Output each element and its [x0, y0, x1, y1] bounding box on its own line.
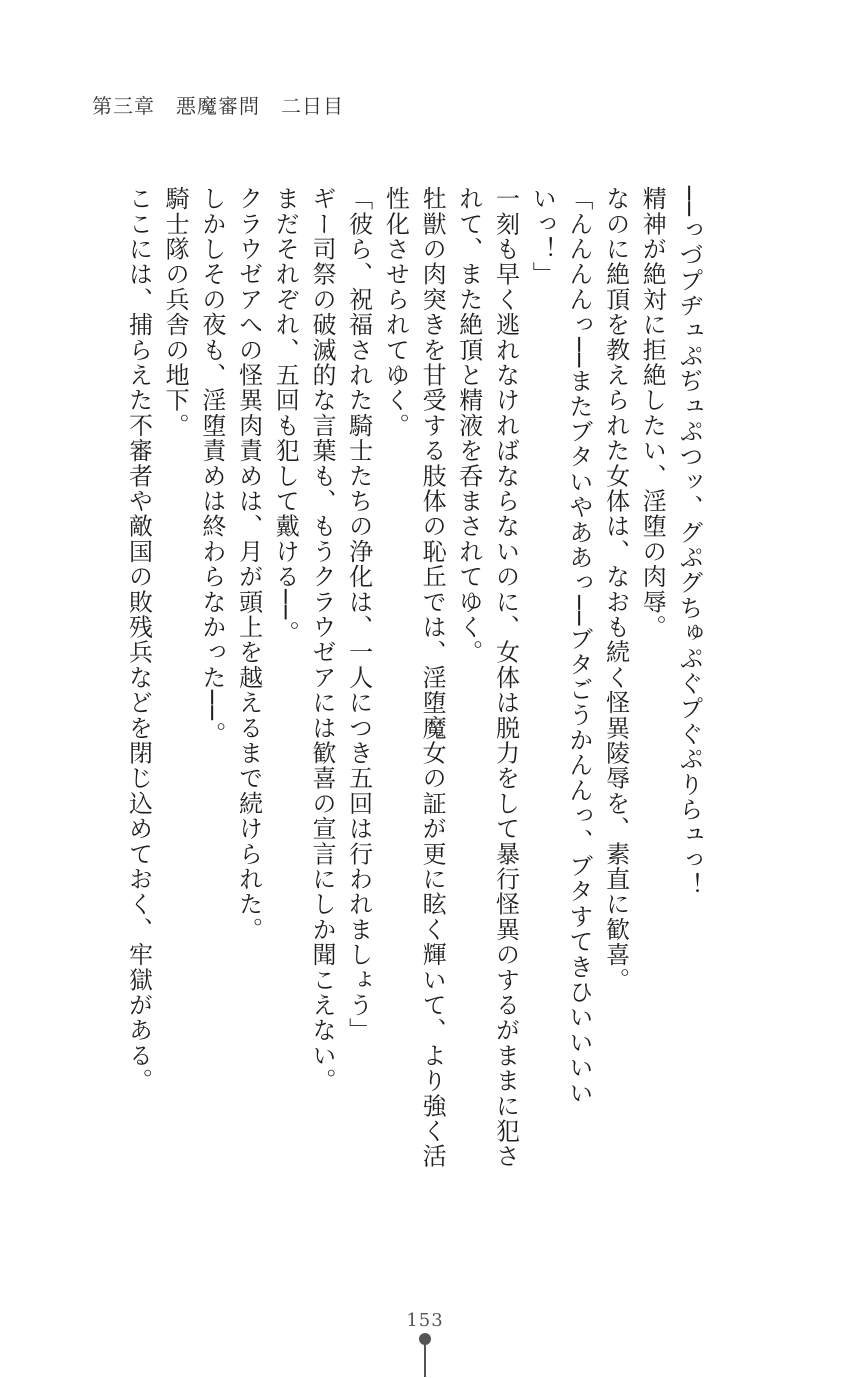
page-number: 153	[406, 1310, 444, 1331]
text-line: 牡獣の肉突きを甘受する肢体の恥丘では、淫堕魔女の証が更に眩く輝いて、より強く活	[418, 186, 447, 1169]
text-line: ──っづプヂュぷぢュぷつッ、グぷグちゅぷぐプぐぷりらュっ！	[675, 186, 703, 898]
text-line: まだそれぞれ、五回も犯して戴ける──。	[271, 186, 300, 646]
text-line: れて、また絶頂と精液を呑まされてゆく。	[454, 186, 483, 665]
text-line: クラウゼアへの怪異肉責めは、月が頭上を越えるまで続けられた。	[234, 186, 263, 942]
text-line: いっ！」	[528, 186, 557, 287]
text-line: なのに絶頂を教えられた女体は、なおも続く怪異陵辱を、素直に歓喜。	[601, 186, 630, 993]
text-line: 「んんんんっ──またブタいやああっ──ブタごうかんんっ、ブタすてきひいいいい	[564, 186, 593, 1106]
text-line: 一刻も早く逃れなければならないのに、女体は脱力をして暴行怪異のするがままに犯さ	[491, 186, 520, 1169]
text-line: 精神が絶対に拒絶したい、淫堕の肉辱。	[638, 186, 667, 640]
text-line: 騎士隊の兵舎の地下。	[161, 186, 190, 438]
running-header: 第三章 悪魔審問 二日目	[92, 94, 344, 118]
text-line: 性化させられてゆく。	[381, 186, 410, 438]
text-line: 「彼ら、祝福された騎士たちの浄化は、一人につき五回は行われましょう」	[344, 186, 373, 1043]
text-line: ここには、捕らえた不審者や敵国の敗残兵などを閉じ込めておく、牢獄がある。	[124, 186, 153, 1094]
folio-line-ornament	[424, 1343, 426, 1377]
vertical-body-text	[120, 186, 707, 1169]
text-line: しかしその夜も、淫堕責めは終わらなかった──。	[197, 186, 226, 747]
text-line: ギー司祭の破滅的な言葉も、もうクラウゼアには歓喜の宣言にしか聞こえない。	[307, 186, 336, 1094]
